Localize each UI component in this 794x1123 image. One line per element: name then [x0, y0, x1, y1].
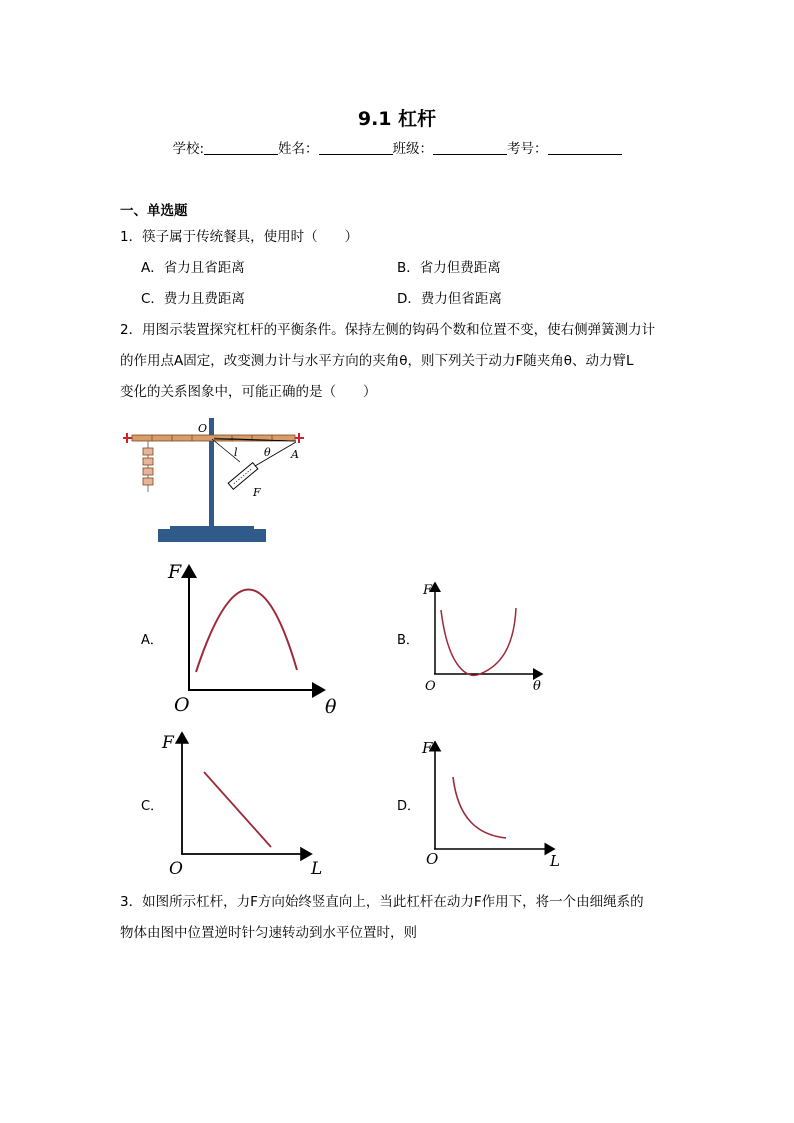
y-label: F [162, 733, 174, 753]
q1-option-d[interactable]: D．费力但省距离 [397, 291, 502, 307]
hook-weights-icon [143, 441, 153, 492]
section-heading: 一、单选题 [120, 203, 188, 219]
right-balance-nut [295, 433, 304, 443]
x-label: θ [533, 679, 541, 694]
school-field[interactable] [204, 141, 278, 155]
student-info-line [0, 137, 794, 157]
graph-b[interactable] [420, 578, 550, 698]
id-field[interactable] [548, 141, 622, 155]
graph-d-label[interactable]: D． [397, 799, 421, 814]
q3-stem-line1: 3．如图所示杠杆，力F方向始终竖直向上，当此杠杆在动力F作用下，将一个由细绳系的 [120, 894, 644, 910]
q1-option-a[interactable]: A．省力且省距离 [141, 260, 245, 276]
label-A: A [291, 448, 299, 461]
y-label: F [422, 739, 433, 757]
label-O: O [198, 422, 208, 435]
graph-c-label[interactable]: C． [141, 799, 164, 814]
graph-a[interactable] [160, 558, 350, 718]
origin-label: O [426, 850, 439, 868]
x-label: θ [325, 696, 337, 718]
school-label: 学校: [172, 141, 205, 157]
x-label: L [550, 852, 560, 869]
graph-a-label[interactable]: A． [141, 633, 163, 648]
q3-stem-line2: 物体由图中位置逆时针匀速转动到水平位置时，则 [120, 925, 417, 941]
curve [196, 589, 297, 672]
scale-string [255, 442, 296, 466]
origin-label: O [174, 694, 190, 716]
page-title: 9.1 杠杆 [357, 108, 437, 130]
stand-base [158, 529, 266, 542]
curve [453, 777, 506, 838]
y-label: F [423, 583, 433, 598]
class-label: 班级： [392, 141, 434, 157]
lever-apparatus-figure [118, 414, 308, 546]
graph-b-label[interactable]: B． [397, 633, 419, 648]
origin-label: O [425, 679, 436, 694]
q1-option-c[interactable]: C．费力且费距离 [141, 291, 245, 307]
name-label: 姓名： [278, 141, 319, 157]
curve [204, 772, 271, 847]
name-field[interactable] [319, 141, 393, 155]
graph-c[interactable] [160, 728, 330, 876]
id-label: 考号： [507, 141, 548, 157]
y-label: F [168, 561, 182, 583]
stand-pole [209, 418, 214, 528]
q1-stem: 1．筷子属于传统餐具，使用时（ ） [120, 229, 359, 245]
label-theta: θ [264, 446, 271, 459]
label-l: l [234, 446, 238, 459]
origin-label: O [169, 859, 183, 876]
q2-stem-line3: 变化的关系图象中，可能正确的是（ ） [120, 384, 377, 400]
graph-d[interactable] [420, 737, 570, 869]
class-field[interactable] [433, 141, 507, 155]
label-F: F [253, 486, 261, 499]
q1-option-b[interactable]: B．省力但费距离 [397, 260, 501, 276]
q2-stem-line1: 2．用图示装置探究杠杆的平衡条件。保持左侧的钩码个数和位置不变，使右侧弹簧测力计 [120, 322, 656, 338]
left-balance-nut [123, 433, 132, 443]
q2-stem-line2: 的作用点A固定，改变测力计与水平方向的夹角θ，则下列关于动力F随夹角θ、动力臂L [120, 353, 634, 369]
x-label: L [311, 859, 323, 876]
curve [441, 608, 516, 675]
